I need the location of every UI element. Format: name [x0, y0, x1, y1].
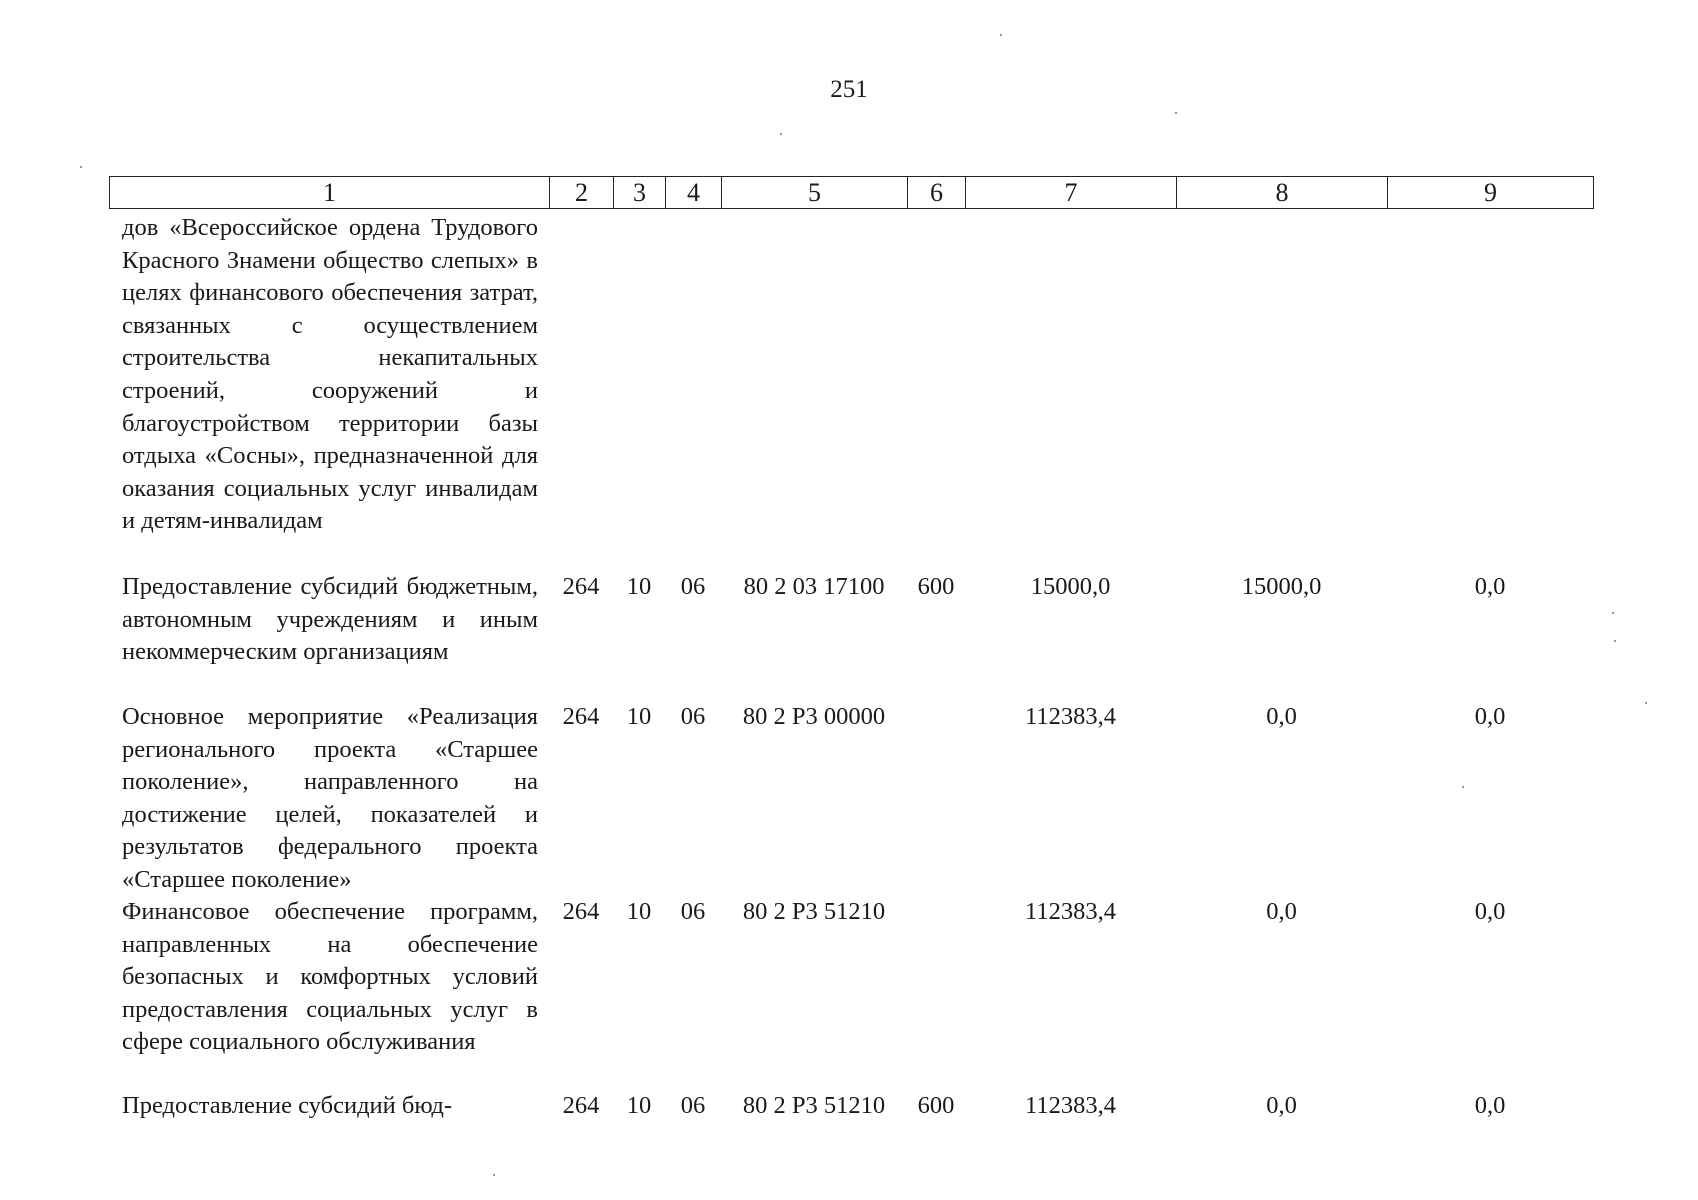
- header-col-3: 3: [614, 177, 666, 209]
- header-col-5: 5: [722, 177, 908, 209]
- row-col-7: 112383,4: [1025, 1092, 1116, 1119]
- header-col-2: 2: [550, 177, 614, 209]
- header-col-4: 4: [666, 177, 722, 209]
- row-col-2: 264: [562, 1092, 600, 1119]
- row-description: Финансовое обеспечение программ, направленных на обеспечение безопасных и комфортных условий предоставления социальных услуг в сфере социального обслуживания: [122, 898, 538, 1056]
- scan-speck: [80, 166, 82, 168]
- row-col-8: 0,0: [1266, 1092, 1297, 1119]
- row-col-8: 15000,0: [1241, 573, 1322, 600]
- row-col-9: 0,0: [1474, 898, 1506, 925]
- row-col-5: 80 2 Р3 00000: [742, 703, 886, 730]
- row-col-6: 600: [917, 573, 955, 600]
- row-col-3: 10: [626, 1092, 652, 1119]
- row-col-4: 06: [680, 573, 706, 600]
- scan-speck: [1462, 786, 1464, 788]
- header-col-1: 1: [110, 177, 550, 209]
- row-description: Предоставление субсидий бюд-: [122, 1092, 453, 1119]
- row-col-3: 10: [626, 703, 652, 730]
- row-col-3: 10: [626, 573, 652, 600]
- row-col-5: 80 2 Р3 51210: [742, 1092, 886, 1119]
- row-description: дов «Всероссийское ордена Трудового Красного Знамени общество слепых» в целях финансового обеспечения затрат, связанных с осуществлением строительства некапитальных строений, сооружений и благоустройством территории базы отдыха «Сосны», предназначенной для оказания социальных услуг инвалидам и детям-инвалидам: [122, 214, 538, 535]
- row-col-4: 06: [680, 898, 706, 925]
- header-col-8: 8: [1177, 177, 1388, 209]
- row-col-2: 264: [562, 573, 600, 600]
- row-col-9: 0,0: [1474, 1092, 1506, 1119]
- scan-speck: [493, 1174, 495, 1176]
- row-col-5: 80 2 03 17100: [743, 573, 885, 600]
- row-col-5: 80 2 Р3 51210: [742, 898, 886, 925]
- scan-speck: [1612, 612, 1614, 614]
- row-col-8: 0,0: [1266, 898, 1297, 925]
- row-col-2: 264: [562, 703, 600, 730]
- row-col-6: 600: [917, 1092, 955, 1119]
- row-col-7: 112383,4: [1025, 703, 1116, 730]
- scan-speck: [1175, 112, 1177, 114]
- header-col-6: 6: [908, 177, 966, 209]
- row-col-4: 06: [680, 1092, 706, 1119]
- row-col-9: 0,0: [1474, 573, 1506, 600]
- scan-speck: [1645, 702, 1647, 704]
- row-col-9: 0,0: [1474, 703, 1506, 730]
- row-description: Основное мероприятие «Реализация регионального проекта «Старшее поколение», направленного на достижение целей, показателей и результатов федерального проекта «Старшее поколение»: [122, 703, 538, 893]
- row-col-2: 264: [562, 898, 600, 925]
- header-col-9: 9: [1388, 177, 1594, 209]
- page-number: 251: [830, 76, 868, 103]
- row-col-4: 06: [680, 703, 706, 730]
- header-col-7: 7: [966, 177, 1177, 209]
- row-col-7: 15000,0: [1030, 573, 1111, 600]
- row-col-3: 10: [626, 898, 652, 925]
- row-col-8: 0,0: [1266, 703, 1297, 730]
- scan-speck: [1000, 34, 1002, 36]
- row-description: Предоставление субсидий бюджетным, автономным учреждениям и иным некоммерческим организациям: [122, 573, 538, 666]
- scan-speck: [780, 133, 782, 135]
- column-header-table: [109, 176, 1594, 209]
- header-row: [110, 177, 1594, 209]
- scan-speck: [1614, 640, 1616, 642]
- row-col-7: 112383,4: [1025, 898, 1116, 925]
